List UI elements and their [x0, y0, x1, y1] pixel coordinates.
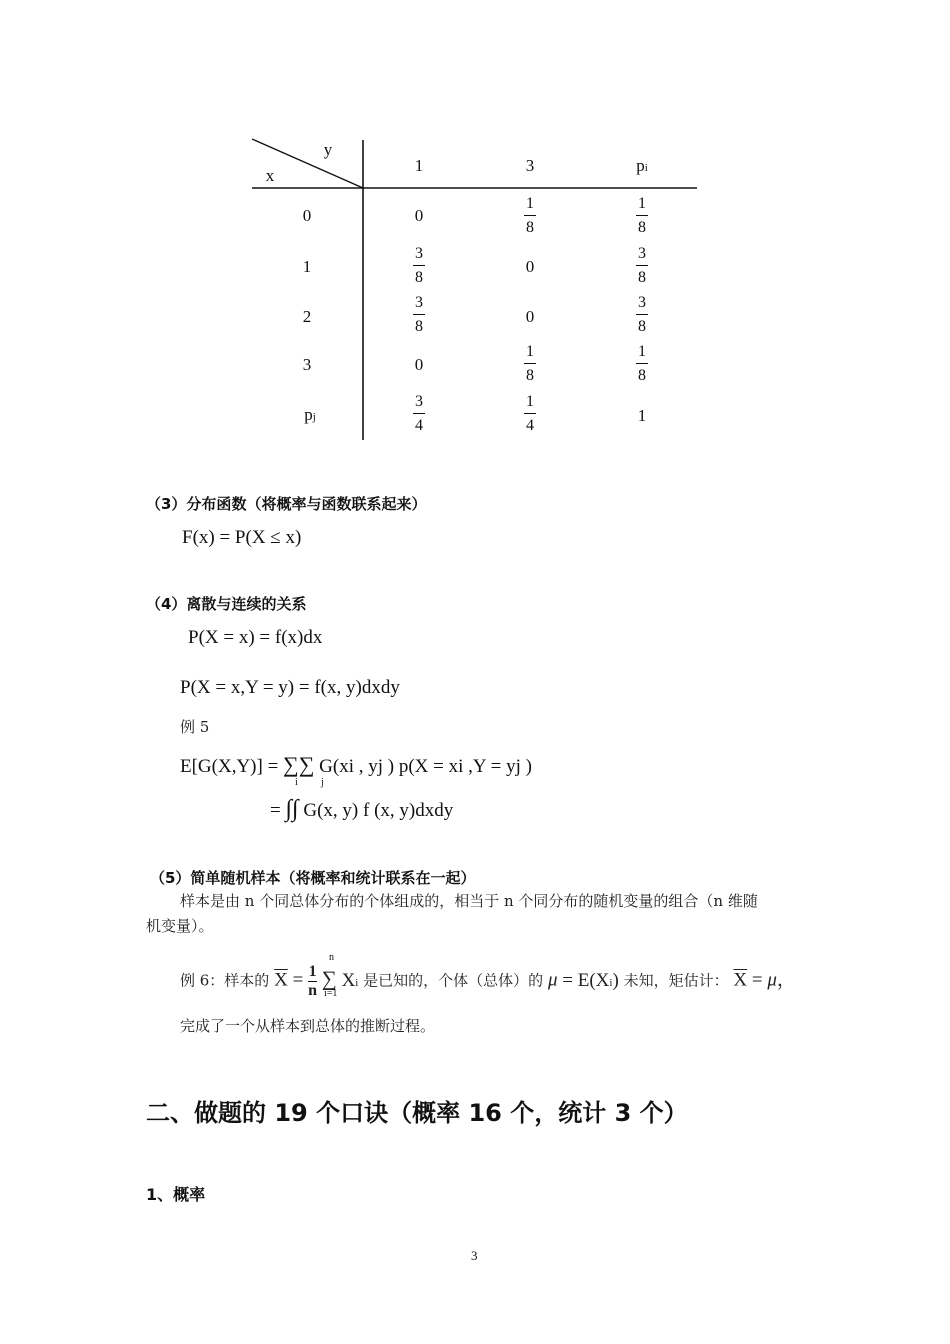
mu-symbol: μ: [547, 969, 558, 991]
section4-heading: （4）离散与连续的关系: [146, 595, 307, 613]
row-label-3: 3: [302, 355, 312, 374]
double-integral-symbol: ∫∫: [285, 796, 299, 822]
cell-0-0: 0: [414, 206, 424, 225]
cell-0-2: 1 8: [638, 195, 646, 236]
row-label-pj: pj: [304, 405, 316, 424]
table-lines: [0, 0, 950, 460]
section3-heading: （3）分布函数（将概率与函数联系起来）: [146, 495, 427, 513]
cell-3-1: 1 8: [526, 343, 534, 384]
example6-mid2: 未知，矩估计：: [623, 971, 729, 990]
col-header-3: 3: [525, 156, 535, 175]
section4-formula1: P(X = x) = f(x)dx: [188, 627, 323, 648]
example6-prefix: 例 6：样本的: [180, 971, 270, 990]
sum-index-j: j: [321, 777, 324, 788]
formula3-rhs: G(xi , yj ) p(X = xi ,Y = yj ): [319, 756, 532, 777]
row-label-2: 2: [302, 307, 312, 326]
cell-4-0: 3 4: [415, 393, 423, 434]
section4-formula3: [180, 752, 532, 778]
example6-line: 例 6：样本的 $\overline{X}$ = $\frac{1}{n}$ ∑ Xi 是已知的，个体（总体）的 μ = E(Xi) 未知，矩估计： $\overline{X} = \mu$，: [180, 963, 796, 999]
example6-mid: 是已知的，个体（总体）的: [363, 971, 544, 990]
cell-4-2: 1: [637, 406, 647, 425]
corner-label-y: y: [323, 140, 333, 159]
xi-symbol: Xi: [341, 969, 359, 991]
row-label-0: 0: [302, 206, 312, 225]
section5-para-line1: 样本是由 n 个同总体分布的个体组成的，相当于 n 个同分布的随机变量的组合（n 维随: [180, 892, 758, 910]
cell-1-2: 3 8: [638, 245, 646, 286]
example5-label: 例 5: [180, 718, 210, 736]
section3-formula: F(x) = P(X ≤ x): [182, 527, 302, 548]
xbar-symbol: $\overline{X}$: [274, 969, 288, 991]
cell-2-0: 3 8: [415, 294, 423, 335]
sum-symbol: ∑: [321, 966, 337, 991]
section-two-heading: 二、做题的 19 个口诀（概率 16 个，统计 3 个）: [146, 1099, 688, 1127]
cell-3-0: 0: [414, 355, 424, 374]
sum-upper-n: n: [329, 952, 334, 963]
col-header-pi: pi: [636, 156, 648, 175]
section5-para-line2: 机变量）。: [146, 917, 214, 935]
sum-index-i: i: [295, 777, 298, 788]
xbar-symbol-2: $\overline{X}$: [733, 969, 748, 991]
page-number: 3: [471, 1248, 478, 1263]
section4-formula4: = ∫∫ G(x, y) f (x, y)dxdy: [270, 796, 454, 822]
section5-conclusion: 完成了一个从样本到总体的推断过程。: [180, 1017, 436, 1035]
cell-2-2: 3 8: [638, 294, 646, 335]
row-label-1: 1: [302, 257, 312, 276]
cell-2-1: 0: [525, 307, 535, 326]
section-two-subheading: 1、概率: [146, 1185, 206, 1204]
cell-4-1: 1 4: [526, 393, 534, 434]
section4-formula2: P(X = x,Y = y) = f(x, y)dxdy: [180, 677, 400, 698]
sum-lower-i1: i=1: [324, 988, 338, 999]
col-header-1: 1: [414, 156, 424, 175]
formula4-body: G(x, y) f (x, y)dxdy: [303, 800, 454, 821]
cell-1-0: 3 8: [415, 245, 423, 286]
corner-label-x: x: [265, 166, 275, 185]
one-over-n: $\frac{1}{n}$: [308, 963, 318, 999]
formula3-lhs: E[G(X,Y)] =: [180, 756, 279, 777]
section5-heading: （5）简单随机样本（将概率和统计联系在一起）: [150, 869, 476, 887]
cell-1-1: 0: [525, 257, 535, 276]
double-sum-symbol: ∑∑: [283, 752, 315, 777]
cell-3-2: 1 8: [638, 343, 646, 384]
cell-0-1: 1 8: [526, 195, 534, 236]
